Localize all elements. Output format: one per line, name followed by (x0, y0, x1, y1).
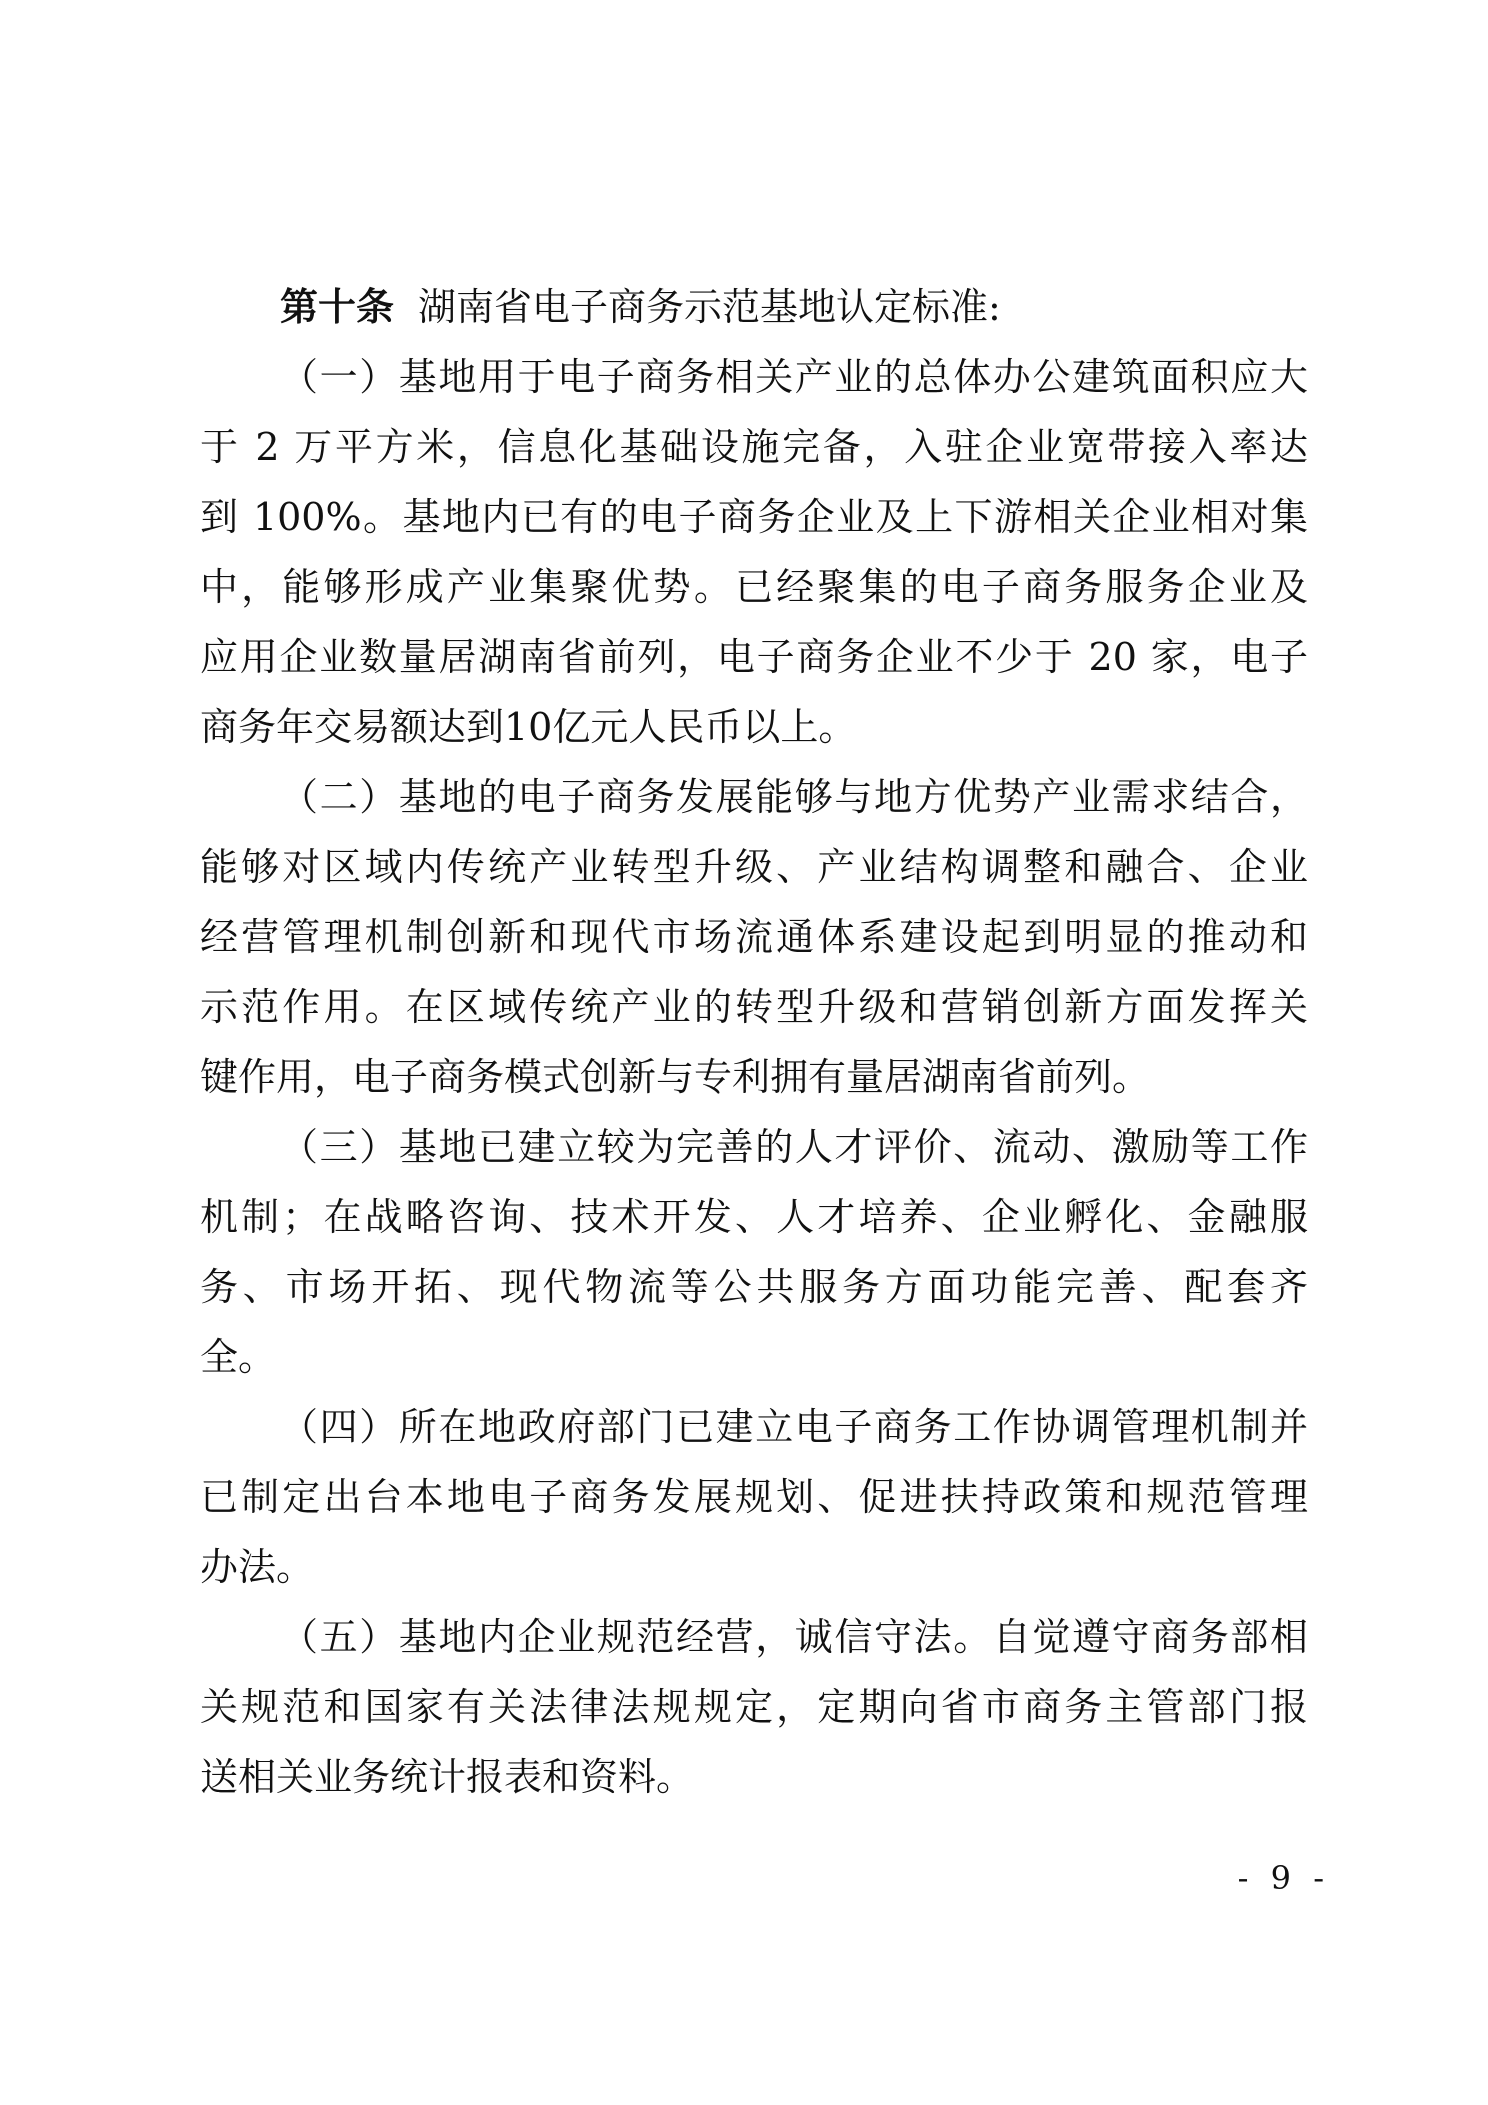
paragraph-5-line: 送相关业务统计报表和资料。 (200, 1755, 695, 1799)
paragraph-5-line: （五）基地内企业规范经营，诚信守法。自觉遵守商务部相 (280, 1615, 1308, 1659)
article-heading (200, 272, 1308, 342)
paragraph-1-line: 到 100%。基地内已有的电子商务企业及上下游相关企业相对集 (200, 495, 1308, 539)
paragraph-2-line: 经营管理机制创新和现代市场流通体系建设起到明显的推动和 (200, 915, 1308, 959)
paragraph-4-line: 已制定出台本地电子商务发展规划、促进扶持政策和规范管理 (200, 1475, 1308, 1519)
paragraph-3-line: （三）基地已建立较为完善的人才评价、流动、激励等工作 (280, 1125, 1308, 1169)
paragraph-3-line: 全。 (200, 1335, 277, 1379)
paragraph-2-line: 键作用，电子商务模式创新与专利拥有量居湖南省前列。 (200, 1055, 1151, 1099)
paragraph-4-line: （四）所在地政府部门已建立电子商务工作协调管理机制并 (280, 1405, 1308, 1449)
paragraph-4-line: 办法。 (200, 1545, 315, 1589)
paragraph-1-line: （一）基地用于电子商务相关产业的总体办公建筑面积应大 (280, 355, 1308, 399)
paragraph-2-line: 示范作用。在区域传统产业的转型升级和营销创新方面发挥关 (200, 985, 1308, 1029)
paragraph-2-line: （二）基地的电子商务发展能够与地方优势产业需求结合， (280, 775, 1308, 819)
article-title: 湖南省电子商务示范基地认定标准: (418, 285, 1001, 329)
paragraph-5-line: 关规范和国家有关法律法规规定，定期向省市商务主管部门报 (200, 1685, 1308, 1729)
page-number: - 9 - (1237, 1859, 1330, 1897)
paragraph-3-line: 务、市场开拓、现代物流等公共服务方面功能完善、配套齐 (200, 1265, 1308, 1309)
paragraph-1-line: 商务年交易额达到10亿元人民币以上。 (200, 705, 857, 749)
document-body (200, 272, 1308, 1812)
paragraph-2-line: 能够对区域内传统产业转型升级、产业结构调整和融合、企业 (200, 845, 1308, 889)
paragraph-3-line: 机制；在战略咨询、技术开发、人才培养、企业孵化、金融服 (200, 1195, 1308, 1239)
paragraph-1-line: 于 2 万平方米，信息化基础设施完备，入驻企业宽带接入率达 (200, 425, 1308, 469)
paragraph-1-line: 中，能够形成产业集聚优势。已经聚集的电子商务服务企业及 (200, 565, 1308, 609)
article-label: 第十条 (280, 284, 395, 329)
paragraph-1-line: 应用企业数量居湖南省前列，电子商务企业不少于 20 家，电子 (200, 635, 1308, 679)
